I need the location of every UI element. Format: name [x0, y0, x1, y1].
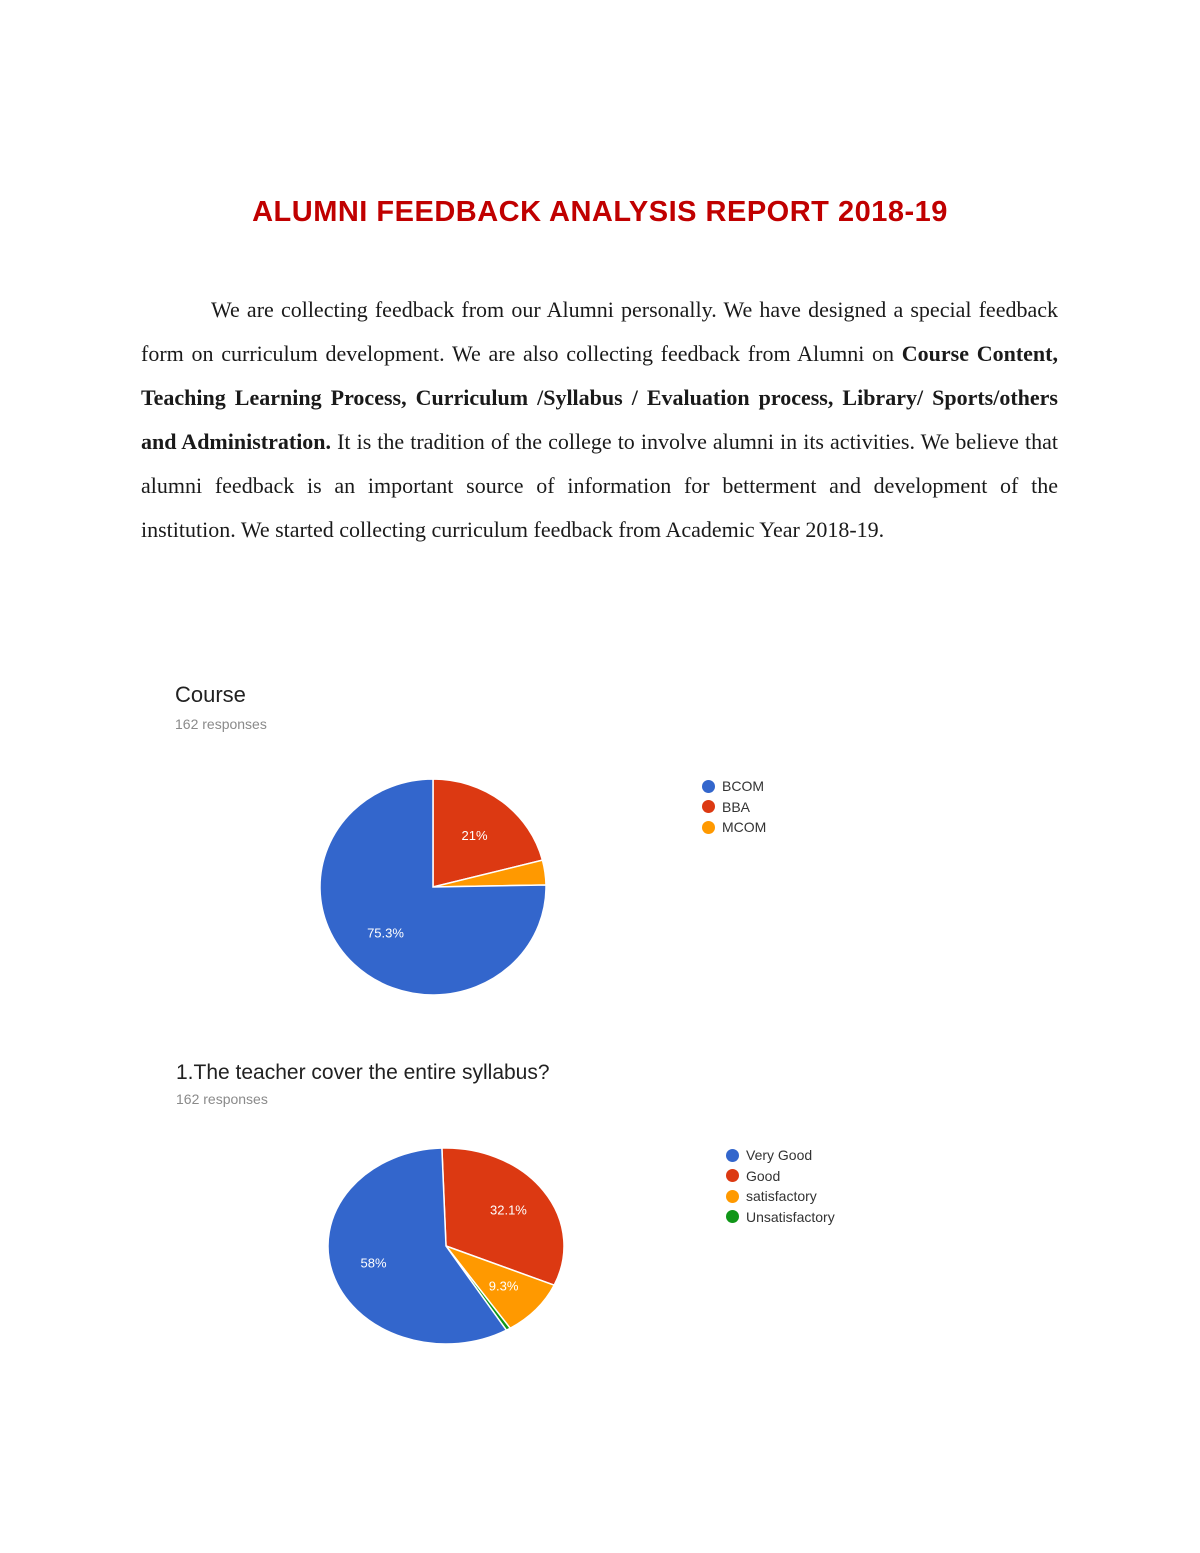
syllabus-pie — [321, 1140, 571, 1350]
legend-item-bba — [702, 797, 766, 818]
legend-swatch — [702, 780, 715, 793]
pie-label-bba: 21% — [461, 827, 488, 843]
legend-label: BCOM — [722, 778, 764, 795]
legend-item-unsatisfactory — [726, 1207, 835, 1228]
legend-item-very-good — [726, 1145, 835, 1166]
syllabus-chart-subtitle: 162 responses — [176, 1091, 268, 1107]
intro-text-bold: Course Content, Teaching Learning Process, Curriculum /Syllabus / Evaluation process, Library/ Sports/others and Administration. — [141, 341, 1058, 454]
intro-paragraph — [141, 288, 1058, 552]
legend-item-mcom — [702, 817, 766, 838]
intro-text-end: It is the tradition of the college to involve alumni in its activities. We believe that alumni feedback is an important source of information for betterment and development of the institution. We started collecting curriculum feedback from Academic Year 2018-19. — [141, 429, 1058, 542]
course-chart-title: Course — [175, 682, 246, 707]
legend-item-bcom — [702, 776, 766, 797]
course-pie — [313, 772, 553, 1002]
legend-swatch — [726, 1169, 739, 1182]
syllabus-chart — [0, 1058, 1200, 1358]
legend-label: BBA — [722, 798, 751, 815]
legend-swatch — [702, 800, 715, 813]
pie-label-good: 32.1% — [490, 1202, 527, 1218]
syllabus-chart-title: 1.The teacher cover the entire syllabus? — [176, 1061, 550, 1084]
legend-label: MCOM — [722, 819, 767, 836]
intro-text-start: We are collecting feedback from our Alumni personally. We have designed a special feedback form on curriculum development. We are also collecting feedback from Alumni on — [141, 297, 1058, 366]
pie-label-satisfactory: 9.3% — [488, 1278, 519, 1294]
legend-label: satisfactory — [746, 1188, 817, 1205]
pie-label-bcom: 75.3% — [367, 925, 404, 941]
legend-item-satisfactory — [726, 1186, 835, 1207]
legend-swatch — [702, 821, 715, 834]
legend-item-good — [726, 1166, 835, 1187]
legend-label: Good — [746, 1167, 781, 1184]
legend-label: Unsatisfactory — [746, 1208, 835, 1225]
page-title: ALUMNI FEEDBACK ANALYSIS REPORT 2018-19 — [252, 196, 948, 228]
course-chart-subtitle: 162 responses — [175, 716, 267, 732]
course-legend — [702, 776, 766, 838]
legend-swatch — [726, 1210, 739, 1223]
syllabus-legend — [726, 1145, 835, 1227]
course-chart — [0, 680, 1200, 1010]
legend-swatch — [726, 1190, 739, 1203]
legend-label: Very Good — [746, 1147, 813, 1164]
pie-label-very-good: 58% — [360, 1255, 387, 1271]
legend-swatch — [726, 1149, 739, 1162]
